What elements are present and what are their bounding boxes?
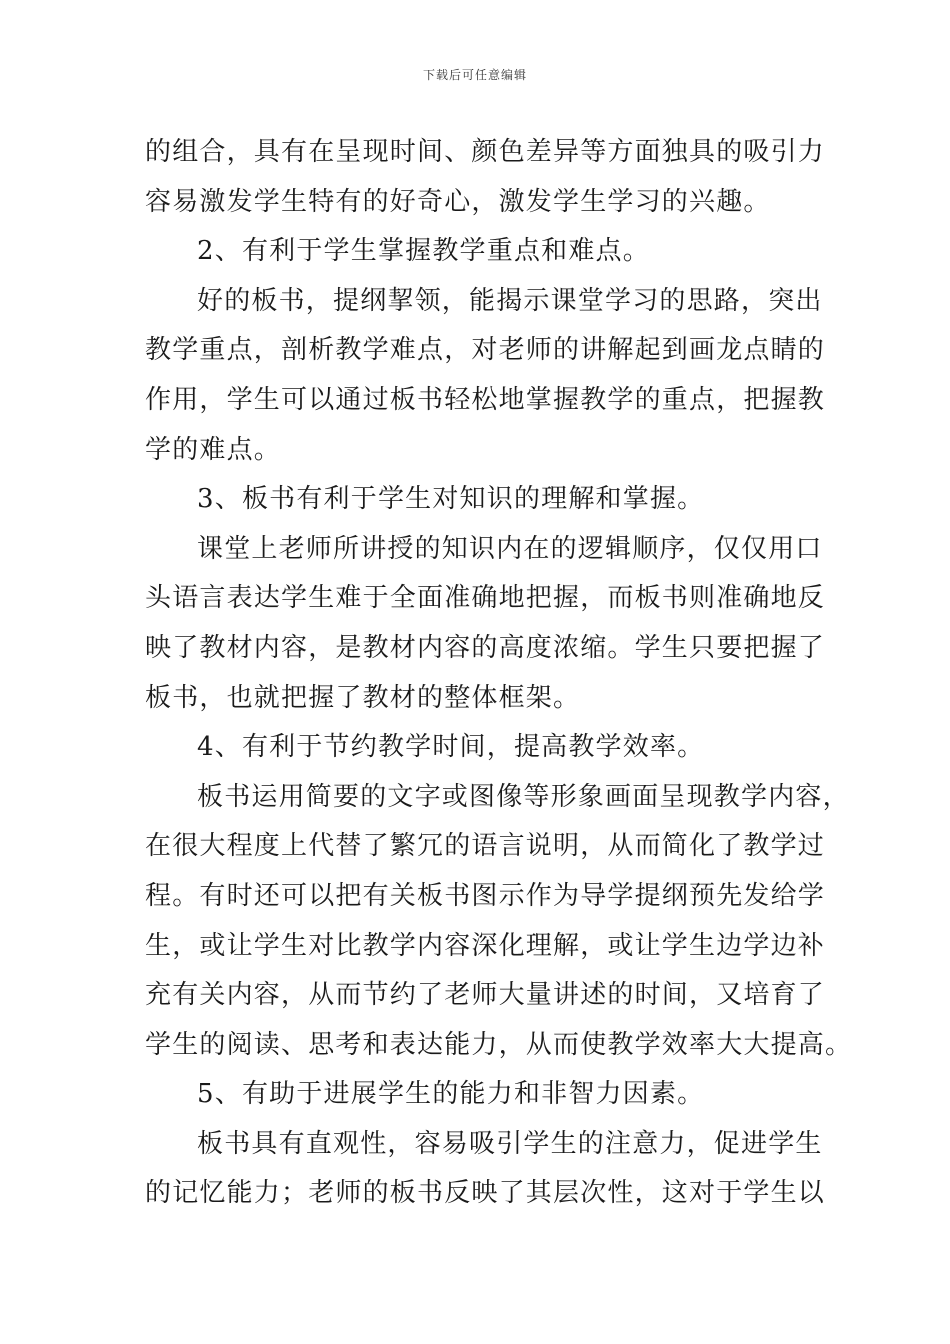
text-line: 的组合，具有在呈现时间、颜色差异等方面独具的吸引力 — [145, 137, 826, 167]
text-line: 教学重点，剖析教学难点，对老师的讲解起到画龙点睛的 — [145, 335, 826, 366]
text-line: 容易激发学生特有的好奇心，激发学生学习的兴趣。 — [145, 186, 771, 217]
section-heading: 5、有助于进展学生的能力和非智力因素。 — [197, 1079, 705, 1110]
text-line: 板书具有直观性，容易吸引学生的注意力，促进学生 — [197, 1128, 823, 1159]
text-line: 好的板书，提纲挈领，能揭示课堂学习的思路，突出 — [197, 285, 823, 316]
text-line: 课堂上老师所讲授的知识内在的逻辑顺序，仅仅用口 — [197, 533, 823, 564]
text-line: 在很大程度上代替了繁冗的语言说明，从而简化了教学过 — [145, 831, 826, 862]
text-line: 学生的阅读、思考和表达能力，从而使教学效率大大提高。 — [145, 1029, 853, 1060]
section-heading: 4、有利于节约教学时间，提高教学效率。 — [197, 732, 705, 763]
text-line: 头语言表达学生难于全面准确地把握，而板书则准确地反 — [145, 583, 826, 614]
text-line: 生，或让学生对比教学内容深化理解，或让学生边学边补 — [145, 930, 826, 961]
text-line: 程。有时还可以把有关板书图示作为导学提纲预先发给学 — [145, 880, 826, 911]
text-line: 学的难点。 — [145, 434, 282, 465]
text-line: 映了教材内容，是教材内容的高度浓缩。学生只要把握了 — [145, 632, 826, 663]
document-body — [145, 128, 853, 1219]
text-line: 的记忆能力；老师的板书反映了其层次性，这对于学生以 — [145, 1178, 826, 1209]
section-heading: 2、有利于学生掌握教学重点和难点。 — [197, 236, 650, 267]
page-header-note: 下载后可任意编辑 — [422, 68, 527, 82]
text-line: 充有关内容，从而节约了老师大量讲述的时间，又培育了 — [145, 980, 826, 1011]
text-line: 板书运用简要的文字或图像等形象画面呈现教学内容， — [197, 781, 850, 812]
section-heading: 3、板书有利于学生对知识的理解和掌握。 — [197, 484, 705, 515]
text-line: 作用，学生可以通过板书轻松地掌握教学的重点，把握教 — [145, 384, 826, 415]
text-line: 板书，也就把握了教材的整体框架。 — [145, 682, 581, 713]
